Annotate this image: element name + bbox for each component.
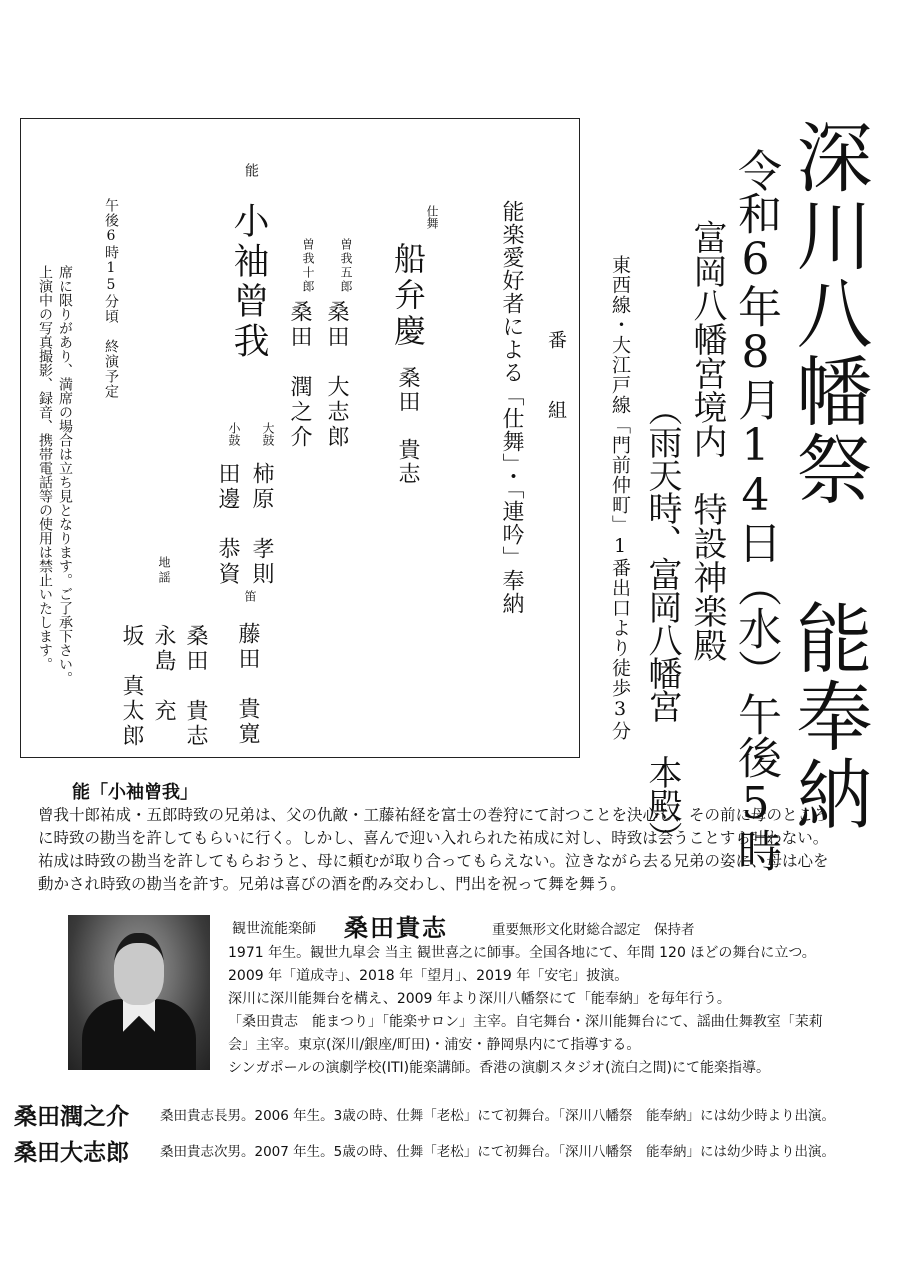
synopsis-line-2: に時致の勘当を許してもらいに行く。しかし、喜んで迎い入れられた祐成に対し、時致は会うことすら叶わない。 bbox=[38, 829, 829, 847]
synopsis-heading: 能「小袖曾我」 bbox=[72, 782, 198, 803]
son-text-2: 桑田貴志次男。2007 年生。5歳の時、仕舞「老松」にて初舞台。「深川八幡祭 能奉納」には幼少時より出演。 bbox=[160, 1144, 835, 1160]
end-time: 午後6時15分頃 終演予定 bbox=[103, 198, 119, 399]
role1-name: 曽我五郎 bbox=[339, 238, 353, 294]
program-intro: 能楽愛好者による「仕舞」・「連吟」奉納 bbox=[499, 200, 524, 615]
shimai-label: 仕舞 bbox=[425, 205, 439, 229]
noh-label: 能 bbox=[243, 163, 259, 177]
jiutai-member-3: 坂 真太郎 bbox=[119, 624, 144, 749]
profile-bio-3: 深川に深川能舞台を構え、2009 年より深川八幡祭にて「能奉納」を毎年行う。 bbox=[228, 991, 731, 1007]
fue-label: 笛 bbox=[243, 590, 257, 602]
event-rain-venue: （雨天時、富岡八幡宮 本殿） bbox=[642, 392, 682, 854]
shimai-performer: 桑田 貴志 bbox=[395, 366, 420, 486]
fue-player: 藤田 貴寛 bbox=[235, 622, 260, 747]
shimai-title: 船弁慶 bbox=[389, 242, 427, 350]
profile-bio-4: 「桑田貴志 能まつり」「能楽サロン」主宰。自宅舞台・深川能舞台にて、謡曲仕舞教室「茉莉 bbox=[228, 1014, 823, 1030]
son-name-2: 桑田大志郎 bbox=[14, 1139, 129, 1166]
profile-bio-5: 会」主宰。東京(深川/銀座/町田)・浦安・静岡県内にて指導する。 bbox=[228, 1037, 641, 1053]
jiutai-member-1: 桑田 貴志 bbox=[183, 624, 208, 749]
profile-bio-6: シンガポールの演劇学校(ITI)能楽講師。香港の演劇スタジオ(流白之間)にて能楽指導。 bbox=[228, 1060, 771, 1076]
son-text-1: 桑田貴志長男。2006 年生。3歳の時、仕舞「老松」にて初舞台。「深川八幡祭 能奉納」には幼少時より出演。 bbox=[160, 1108, 835, 1124]
program-heading: 番 組 bbox=[545, 330, 567, 435]
kotsuzumi-player: 田邊 恭資 bbox=[215, 462, 240, 587]
profile-name: 桑田貴志 bbox=[344, 913, 448, 942]
profile-bio-1: 1971 年生。観世九皐会 当主 観世喜之に師事。全国各地にて、年間 120 ほどの舞台に立つ。 bbox=[228, 945, 816, 961]
performer-photo bbox=[68, 915, 210, 1070]
role2-actor: 桑田 潤之介 bbox=[287, 300, 312, 450]
synopsis-line-4: 動かされ時致の勘当を許す。兄弟は喜びの酒を酌み交わし、門出を祝って舞を舞う。 bbox=[38, 875, 626, 893]
profile-school: 観世流能楽師 bbox=[232, 921, 316, 937]
noh-title: 小袖曾我 bbox=[228, 202, 269, 362]
event-title: 深川八幡祭 能奉納 bbox=[784, 118, 873, 833]
role1-actor: 桑田 大志郎 bbox=[324, 300, 349, 450]
notice-recording: 上演中の写真撮影、録音、携帯電話等の使用は禁止いたします。 bbox=[37, 265, 53, 671]
event-date: 令和6年8月14日（水）午後5時 bbox=[730, 148, 781, 871]
event-access: 東西線・大江戸線「門前仲町」1番出口より徒歩3分 bbox=[609, 255, 631, 741]
otsuzumi-player: 柿原 孝則 bbox=[249, 462, 274, 587]
profile-designation: 重要無形文化財総合認定 保持者 bbox=[492, 922, 695, 938]
notice-seating: 席に限りがあり、満席の場合は立ち見となります。ご了承下さい。 bbox=[57, 265, 73, 685]
event-venue: 富岡八幡宮境内 特設神楽殿 bbox=[687, 220, 727, 662]
synopsis-line-3: 祐成は時致の勘当を許してもらおうと、母に頼むが取り合ってもらえない。泣きながら去る兄弟の姿に、母は心を bbox=[38, 852, 829, 870]
profile-bio-2: 2009 年「道成寺」、2018 年「望月」、2019 年「安宅」披演。 bbox=[228, 968, 629, 984]
synopsis-line-1: 曾我十郎祐成・五郎時致の兄弟は、父の仇敵・工藤祐経を富士の巻狩にて討つことを決心し、その前に母のところ bbox=[38, 806, 829, 824]
jiutai-label: 地謡 bbox=[157, 556, 171, 586]
son-name-1: 桑田潤之介 bbox=[14, 1103, 129, 1130]
otsuzumi-label: 大鼓 bbox=[261, 422, 275, 446]
jiutai-member-2: 永島 充 bbox=[151, 624, 176, 724]
kotsuzumi-label: 小鼓 bbox=[227, 422, 241, 446]
role2-name: 曽我十郎 bbox=[301, 238, 315, 294]
